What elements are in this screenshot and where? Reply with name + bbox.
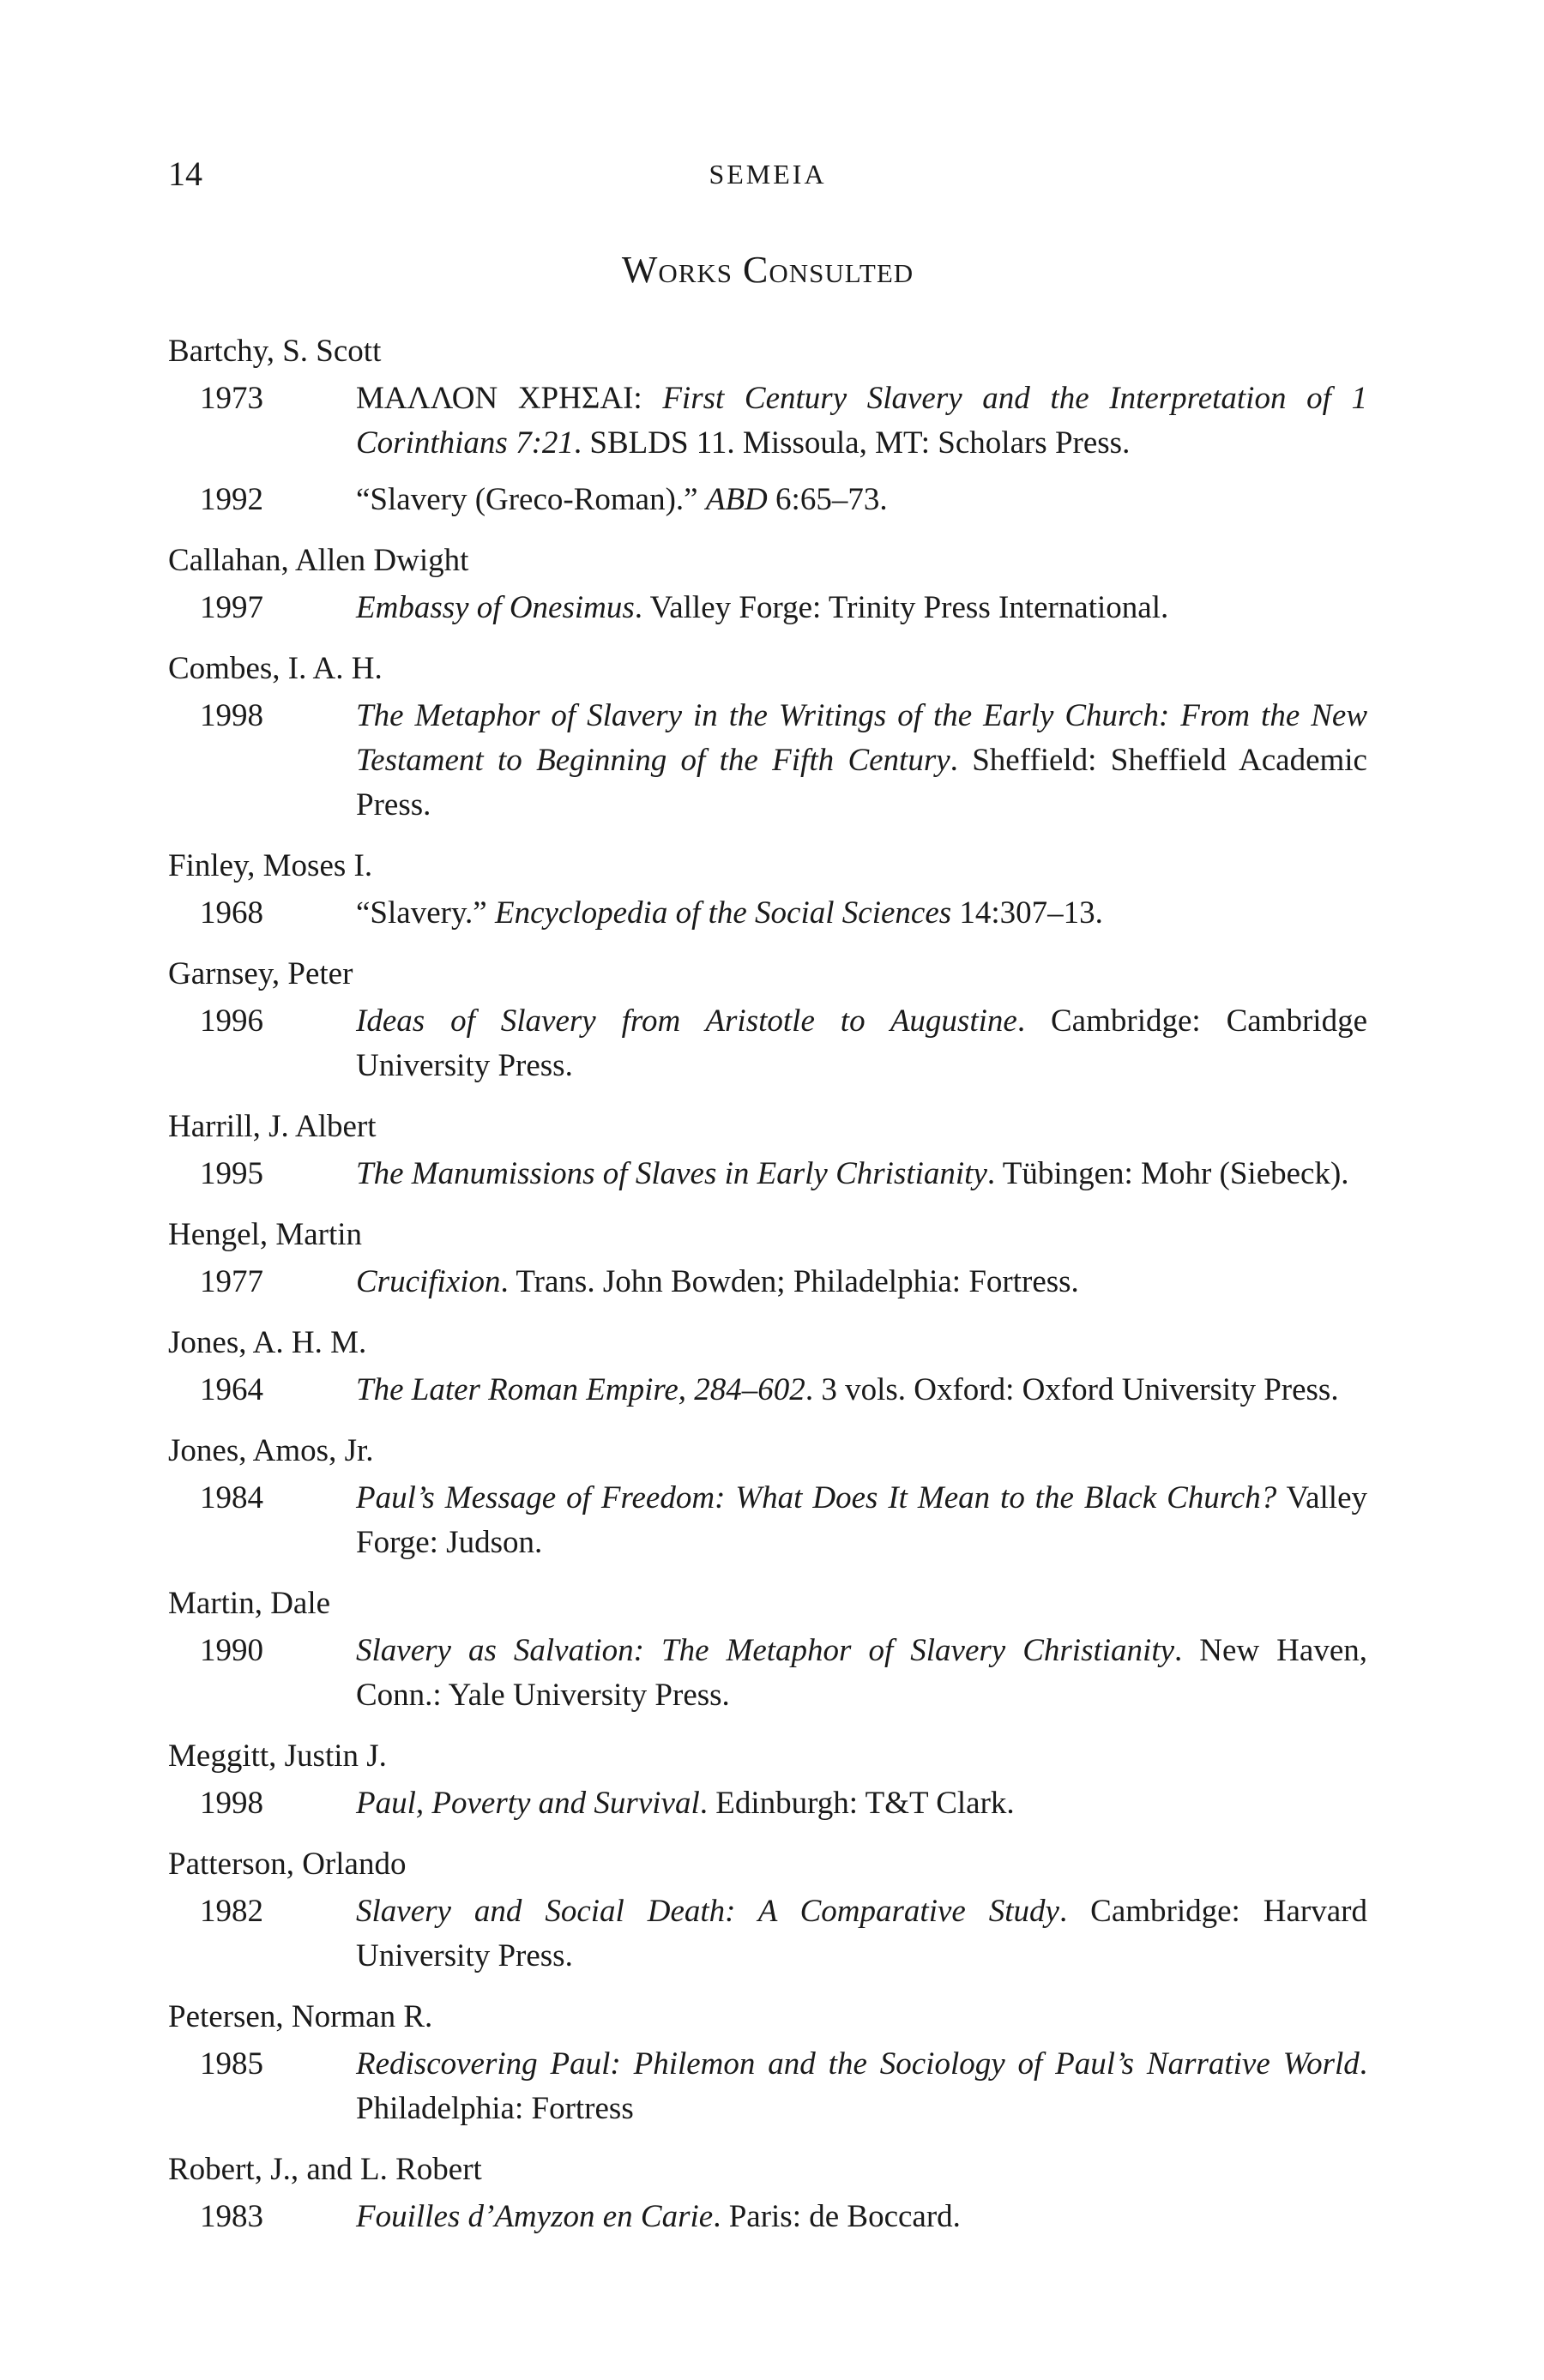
work-row [168,1476,1367,1565]
running-head [168,153,1367,196]
bibliography-entry [168,2148,1367,2239]
citation-title: The Later Roman Empire, 284–602 [356,1372,805,1407]
bibliography-entry [168,1322,1367,1413]
work-year: 1992 [200,482,263,517]
entry-author: Martin, Dale [168,1586,331,1621]
work-row [168,1368,1367,1413]
citation-publication: . Tübingen: Mohr (Siebeck). [986,1156,1349,1191]
work-citation [356,999,1367,1088]
citation-title: Embassy of Onesimus [356,590,635,625]
bibliography-entry [168,330,1367,522]
bibliography-entry [168,1430,1367,1565]
work-year: 1977 [200,1264,263,1299]
citation-prefix: “Slavery (Greco-Roman).” [356,482,706,517]
work-year: 1997 [200,590,263,625]
work-row [168,1889,1367,1979]
citation-title: Paul’s Message of Freedom: What Does It Mean to the Black Church? [356,1480,1277,1515]
work-citation [356,1260,1367,1304]
entry-author: Meggitt, Justin J. [168,1738,387,1774]
work-year: 1998 [200,1786,263,1821]
work-citation [356,1152,1367,1196]
citation-publication: . Edinburgh: T&T Clark. [699,1786,1015,1821]
work-citation [356,377,1367,466]
bibliography-list [168,330,1367,2256]
citation-title: ABD [705,482,768,517]
entry-author: Bartchy, S. Scott [168,334,382,369]
work-year: 1983 [200,2199,263,2234]
citation-publication: . Sheffield: Sheffield Academic Press. [356,743,1367,822]
work-citation [356,1476,1367,1565]
bibliography-entry [168,1996,1367,2131]
bibliography-entry [168,1582,1367,1718]
bibliography-entry [168,539,1367,630]
citation-publication: . Valley Forge: Trinity Press International. [634,590,1169,625]
citation-publication: . Philadelphia: Fortress [356,2046,1367,2126]
entry-author: Callahan, Allen Dwight [168,543,469,578]
work-row [168,694,1367,828]
citation-title: Slavery as Salvation: The Metaphor of Slavery Christianity [356,1633,1175,1668]
work-citation [356,1889,1367,1979]
work-year: 1985 [200,2046,263,2082]
citation-publication: . Cambridge: Cambridge University Press. [356,1003,1367,1083]
work-row [168,2042,1367,2131]
work-row [168,1629,1367,1718]
work-row [168,478,1367,522]
journal-title: SEMEIA [709,159,827,190]
citation-publication: 6:65–73. [767,482,888,517]
work-citation [356,1368,1367,1413]
citation-publication: . SBLDS 11. Missoula, MT: Scholars Press. [573,425,1131,461]
citation-publication: . 3 vols. Oxford: Oxford University Press. [805,1372,1339,1407]
citation-publication: . Paris: de Boccard. [713,2199,961,2234]
citation-title: Fouilles d’Amyzon en Carie [356,2199,714,2234]
entry-author: Petersen, Norman R. [168,1999,433,2034]
citation-title: Paul, Poverty and Survival [356,1786,700,1821]
citation-title: Encyclopedia of the Social Sciences [494,895,952,931]
work-row [168,891,1367,936]
citation-title: Crucifixion [356,1264,501,1299]
bibliography-entry [168,845,1367,936]
entry-author: Robert, J., and L. Robert [168,2152,482,2187]
citation-title: Ideas of Slavery from Aristotle to Augustine [356,1003,1017,1039]
work-citation [356,1781,1367,1826]
citation-publication: 14:307–13. [951,895,1103,931]
work-year: 1995 [200,1156,263,1191]
work-citation [356,694,1367,828]
section-heading: Works Consulted [621,249,914,291]
work-year: 1968 [200,895,263,931]
work-row [168,1152,1367,1196]
bibliography-entry [168,1843,1367,1979]
work-citation [356,1629,1367,1718]
citation-publication: . Cambridge: Harvard University Press. [356,1894,1367,1973]
entry-author: Hengel, Martin [168,1217,363,1252]
work-citation [356,2195,1367,2239]
citation-prefix: ΜΑΛΛΟΝ ΧΡΗΣΑΙ: [356,381,663,416]
bibliography-entry [168,1106,1367,1196]
work-year: 1973 [200,381,263,416]
work-year: 1984 [200,1480,263,1515]
entry-author: Harrill, J. Albert [168,1109,377,1144]
citation-title: Rediscovering Paul: Philemon and the Sociology of Paul’s Narrative World [356,2046,1360,2082]
work-year: 1998 [200,698,263,733]
work-row [168,999,1367,1088]
citation-publication: . New Haven, Conn.: Yale University Press. [356,1633,1368,1713]
work-row [168,1260,1367,1304]
entry-author: Jones, A. H. M. [168,1325,367,1360]
entry-author: Garnsey, Peter [168,956,353,991]
citation-publication: Valley Forge: Judson. [356,1480,1367,1560]
work-row [168,1781,1367,1826]
work-citation [356,891,1367,936]
work-citation [356,586,1367,630]
citation-title: The Metaphor of Slavery in the Writings of the Early Church: From the New Testament to Beginning of the Fifth Century [356,698,1367,778]
work-year: 1996 [200,1003,263,1039]
work-year: 1990 [200,1633,263,1668]
citation-title: First Century Slavery and the Interpretation of 1 Corinthians 7:21 [356,381,1367,461]
citation-title: Slavery and Social Death: A Comparative Study [356,1894,1059,1929]
work-row [168,586,1367,630]
citation-prefix: “Slavery.” [356,895,495,931]
entry-author: Finley, Moses I. [168,848,373,883]
work-year: 1964 [200,1372,263,1407]
bibliography-entry [168,1214,1367,1304]
page-number: 14 [168,154,202,193]
work-row [168,377,1367,466]
entry-author: Jones, Amos, Jr. [168,1433,374,1468]
entry-author: Patterson, Orlando [168,1847,407,1882]
entry-author: Combes, I. A. H. [168,651,383,686]
bibliography-entry [168,1735,1367,1826]
work-citation [356,478,1367,522]
citation-title: The Manumissions of Slaves in Early Christianity [356,1156,987,1191]
citation-publication: . Trans. John Bowden; Philadelphia: Fortress. [500,1264,1079,1299]
bibliography-entry [168,648,1367,828]
bibliography-entry [168,953,1367,1088]
work-citation [356,2042,1367,2131]
work-row [168,2195,1367,2239]
work-year: 1982 [200,1894,263,1929]
